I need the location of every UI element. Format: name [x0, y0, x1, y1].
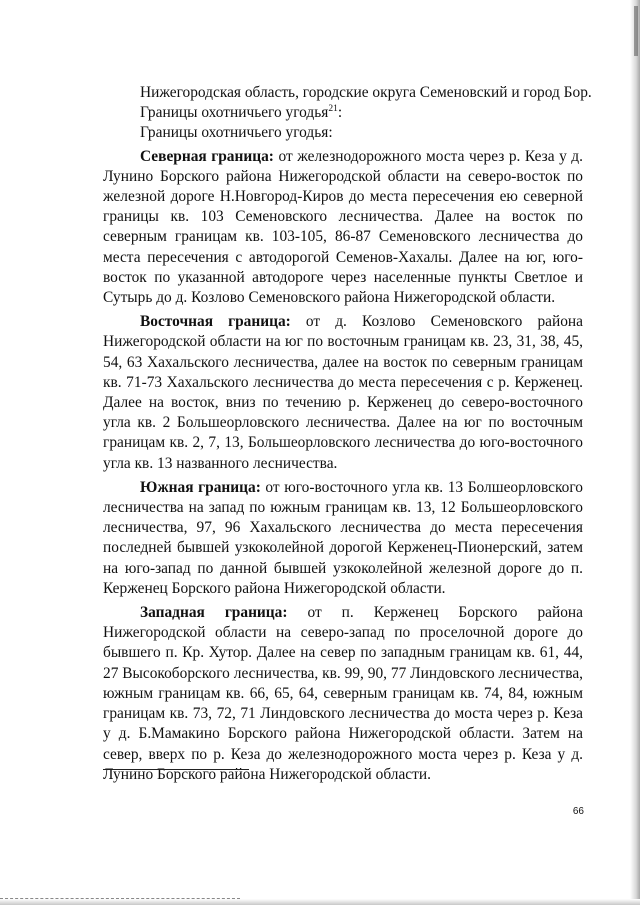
east-border-paragraph	[103, 312, 583, 474]
south-border-heading: Южная граница:	[140, 478, 261, 496]
west-border-paragraph	[103, 603, 583, 785]
intro-block	[103, 83, 592, 144]
colon: :	[337, 104, 343, 122]
west-border-text: от п. Керженец Борского района Нижегородской области на северо-запад по проселочной дороге до бывшего п. Кр. Хутор. Далее на север по западным границам кв. 61, 44, 27 Высокоборского лесничества, кв. 99, 90, 77 Линдовского лесничества, южным границам кв. 66, 65, 64, северным границам кв. 74, 84, южным границам кв. 73, 72, 71 Линдовского лесничества до моста через р. Кеза у д. Б.Мамакино Борского района Нижегородской области. Затем на север, вверх по р. Кеза до железнодорожного моста через р. Кеза у д. Лунино Борского района Нижегородской области.	[103, 604, 583, 783]
footnote-separator	[103, 769, 249, 770]
hunting-ground-borders-repeat-line: Границы охотничьего угодья:	[140, 124, 333, 142]
east-border-heading: Восточная граница:	[140, 313, 291, 331]
hunting-ground-borders-label: Границы охотничьего угодья	[140, 104, 329, 122]
region-line: Нижегородская область, городские округа Семеновский и город Бор.	[140, 84, 592, 101]
west-border-heading: Западная граница:	[140, 604, 288, 622]
north-border-paragraph	[103, 147, 583, 309]
scan-edge-mark	[634, 6, 638, 56]
document-body	[103, 83, 592, 785]
north-border-text: от железнодорожного моста через р. Кеза у д. Лунино Борского района Нижегородской области на северо-восток по железной дороге Н.Новгород-Киров до места пересечения ею северной границы кв. 103 Семеновского лесничества. Далее на восток по северным границам кв. 103-105, 86-87 Семеновского лесничества до места пересечения с автодорогой Семенов-Хахалы. Далее на юг, юго-восток по указанной автодороге через населенные пункты Светлое и Сутырь до д. Козлово Семеновского района Нижегородской области.	[103, 147, 583, 307]
south-border-text: от юго-восточного угла кв. 13 Болшеорловского лесничества на запад по южным границам кв. 13, 12 Большеорловского лесничества, 97, 96 Хахальского лесничества до места пересечения последней бывшей узкоколейной дорогой Керженец-Пионерский, затем на юго-запад по данной бывшей узкоколейной железной дороге до п. Керженец Борского района Нижегородской области.	[103, 478, 583, 597]
hunting-ground-borders-line	[103, 103, 583, 123]
east-border-text: от д. Козлово Семеновского района Нижегородской области на юг по восточным границам кв. 23, 31, 38, 45, 54, 63 Хахальского лесничества, далее на восток по северным границам кв. 71-73 Хахальского лесничества до места пересечения с р. Керженец. Далее на восток, вниз по течению р. Керженец до северо-восточного угла кв. 2 Большеорловского лесничества. Далее на юг по восточным границам кв. 2, 7, 13, Большеорловского лесничества до юго-восточного угла кв. 13 названного лесничества.	[103, 313, 583, 472]
north-border-heading: Северная граница:	[140, 147, 274, 165]
page-number: 66	[572, 806, 584, 817]
scan-right-edge-shadow	[630, 0, 640, 905]
scan-bottom-edge-shadow	[0, 899, 640, 905]
south-border-paragraph	[103, 478, 583, 599]
footnote-reference[interactable]: 21	[328, 104, 338, 115]
